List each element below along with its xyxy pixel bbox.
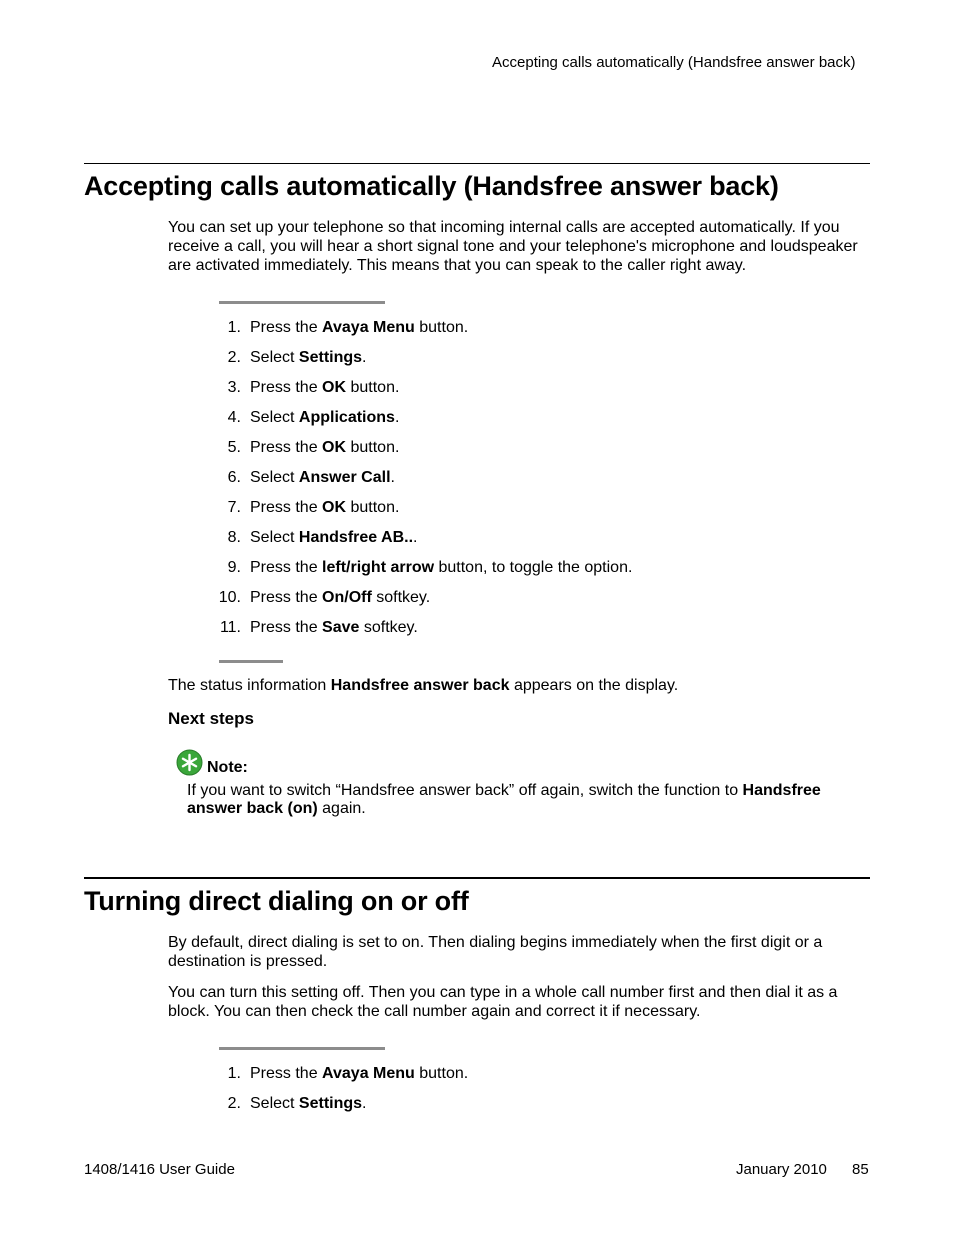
result-paragraph: The status information Handsfree answer back appears on the display. <box>168 677 679 694</box>
procedure-end-rule <box>219 660 283 663</box>
procedure-start-rule <box>219 1047 385 1050</box>
next-steps-heading: Next steps <box>168 709 254 728</box>
procedure-start-rule <box>219 301 385 304</box>
footer-guide-title: 1408/1416 User Guide <box>84 1161 235 1178</box>
footer-date: January 2010 <box>736 1161 827 1178</box>
section-title: Accepting calls automatically (Handsfree answer back) <box>84 171 779 201</box>
section-title: Turning direct dialing on or off <box>84 886 469 916</box>
asterisk-note-icon <box>176 749 203 776</box>
page-number: 85 <box>852 1161 869 1178</box>
section-divider <box>84 877 870 879</box>
section-divider <box>84 163 870 164</box>
running-header: Accepting calls automatically (Handsfree answer back) <box>492 54 856 71</box>
note-text: If you want to switch “Handsfree answer back” off again, switch the function to Handsfree answer back (on) again. <box>187 782 821 817</box>
intro-paragraph: You can set up your telephone so that incoming internal calls are accepted automatically. If you receive a call, you will hear a short signal tone and your telephone's microphone and loudspeaker are activated immediately. This means that you can speak to the caller right away. <box>168 219 858 274</box>
body-paragraph: By default, direct dialing is set to on. Then dialing begins immediately when the first digit or a destination is pressed. <box>168 934 823 970</box>
note-label: Note: <box>207 759 248 776</box>
body-paragraph: You can turn this setting off. Then you can type in a whole call number first and then dial it as a block. You can then check the call number again and correct it if necessary. <box>168 984 838 1020</box>
